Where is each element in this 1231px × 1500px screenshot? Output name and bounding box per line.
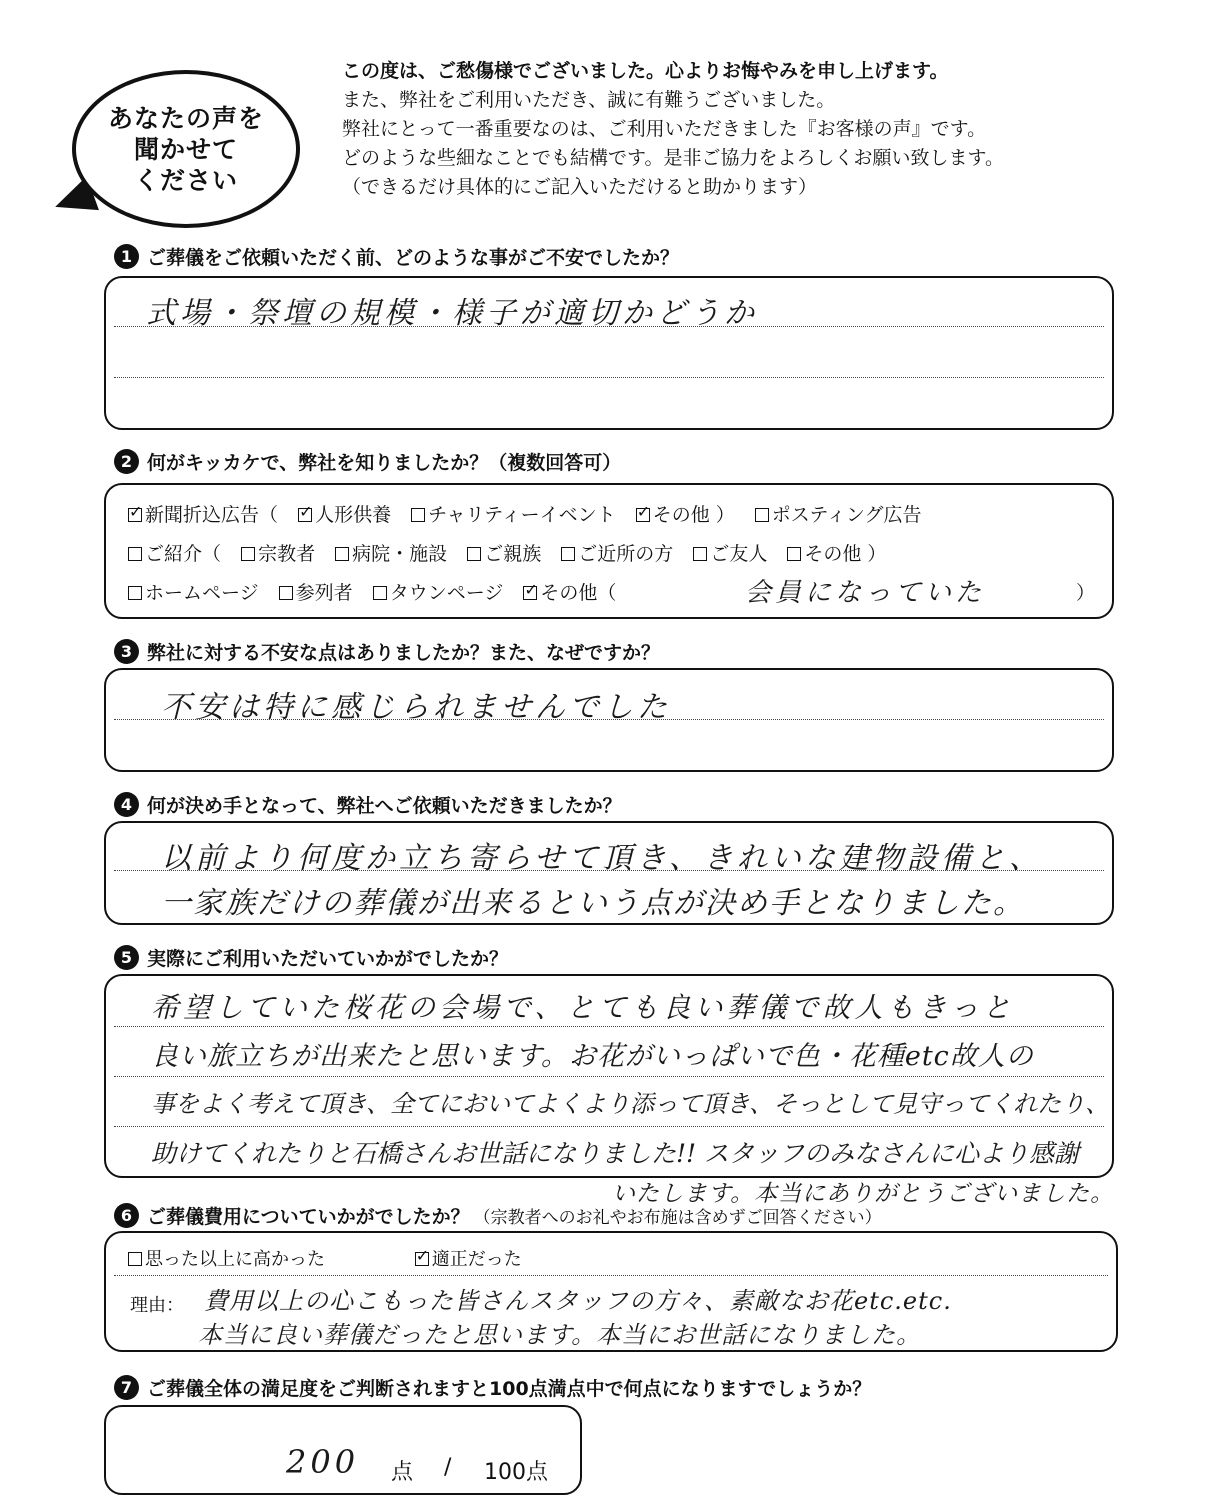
q1-answer: 式場・祭壇の規模・様子が適切かどうか [146,296,758,331]
option-posting-ad[interactable]: ポスティング広告 [755,500,922,527]
checkbox-icon[interactable] [128,508,142,522]
q5-answer-line-3: 事をよく考えて頂き、全てにおいてよくより添って頂き、そっとして見守ってくれたり、 [151,1090,1110,1118]
option-expensive[interactable]: 思った以上に高かった [128,1245,325,1271]
checkbox-icon[interactable] [755,508,769,522]
q2-row-2 [128,539,900,566]
q1-text: ご葬儀をご依頼いただく前、どのような事がご不安でしたか？ [147,247,680,269]
q6-note: （宗教者へのお礼やお布施は含めずご回答ください） [473,1208,882,1228]
q5-number: 5 [114,945,139,970]
q2-title [114,448,621,475]
checkbox-icon[interactable] [693,547,707,561]
option-friends[interactable]: ご友人 [693,539,767,566]
checkbox-icon[interactable] [128,586,142,600]
q2-text: 何がキッカケで、弊社を知りましたか？（複数回答可） [147,452,622,474]
ruled-line [114,719,1104,720]
q7-slash: / [444,1455,452,1480]
q5-text: 実際にご利用いただいていかがでしたか？ [147,948,509,970]
voice-bubble [52,70,302,240]
option-other-1[interactable]: ✓ その他 ） [636,500,735,527]
q5-answer-box[interactable] [104,974,1114,1178]
checkbox-icon[interactable] [467,547,481,561]
intro-line-1: この度は、ご愁傷様でございました。心よりお悔やみを申し上げます。 [342,60,949,82]
q7-unit: 点 [391,1460,414,1485]
q3-title [114,638,660,665]
option-referral[interactable]: ご紹介（ [128,539,221,566]
checkbox-icon[interactable] [373,586,387,600]
intro-line-5: （できるだけ具体的にご記入いただけると助かります） [342,176,818,198]
ruled-line [114,1275,1108,1276]
checkbox-icon[interactable] [128,547,142,561]
checkbox-icon[interactable] [561,547,575,561]
ruled-line [114,377,1104,378]
checkbox-icon[interactable] [298,508,312,522]
q4-answer-box[interactable] [104,821,1114,925]
checkbox-icon[interactable] [636,508,650,522]
q6-text: ご葬儀費用についていかがでしたか？ [147,1206,470,1228]
option-hospital[interactable]: 病院・施設 [335,539,447,566]
option-other-2[interactable]: その他 ） [787,539,886,566]
checkbox-icon[interactable] [523,586,537,600]
q3-text: 弊社に対する不安な点はありましたか？また、なぜですか？ [147,642,661,664]
q4-text: 何が決め手となって、弊社へご依頼いただきましたか？ [147,795,622,817]
q6-title [114,1202,882,1229]
q6-number: 6 [114,1203,139,1228]
checkbox-icon[interactable] [411,508,425,522]
q7-max: 100点 [484,1460,548,1485]
q5-title [114,944,508,971]
checkbox-icon[interactable] [415,1252,429,1266]
ruled-line [114,1076,1104,1077]
q4-answer-line-2: 一家族だけの葬儀が出来るという点が決め手となりました。 [161,886,1025,921]
checkbox-icon[interactable] [787,547,801,561]
q2-number: 2 [114,449,139,474]
ruled-line [114,870,1104,871]
intro-line-2: また、弊社をご利用いただき、誠に有難うございました。 [342,89,836,111]
q7-score: 200 [286,1443,360,1481]
q7-number: 7 [114,1375,139,1400]
checkbox-icon[interactable] [279,586,293,600]
q5-answer-line-5: いたします。本当にありがとうございました。 [612,1181,1115,1207]
q7-score-box[interactable] [104,1405,582,1495]
bubble-line-3: ください [133,165,238,195]
ruled-line [114,1026,1104,1027]
q1-title [114,243,679,270]
q7-text: ご葬儀全体の満足度をご判断されますと100点満点中で何点になりますでしょうか？ [147,1378,872,1400]
option-appropriate[interactable]: ✓ 適正だった [415,1245,522,1271]
q3-answer-box[interactable] [104,668,1114,772]
bubble-line-1: あなたの声を [107,103,264,133]
q1-answer-box[interactable] [104,276,1114,430]
q3-number: 3 [114,639,139,664]
bubble-line-2: 聞かせて [133,134,238,164]
q2-row-1 [128,500,936,527]
q6-options [128,1245,536,1271]
checkbox-icon[interactable] [335,547,349,561]
q2-close-paren: ） [1076,582,1096,604]
q6-reason-line-2: 本当に良い葬儀だったと思います。本当にお世話になりました。 [198,1321,922,1349]
q3-answer: 不安は特に感じられませんでした [161,690,671,725]
ruled-line [114,326,1104,327]
checkbox-icon[interactable] [241,547,255,561]
q6-answer-box [104,1231,1118,1352]
option-newspaper[interactable]: ✓新聞折込広告（ [128,500,278,527]
q5-answer-line-1: 希望していた桜花の会場で、とても良い葬儀で故人もきっと [151,991,1015,1024]
q5-answer-line-2: 良い旅立ちが出来たと思います。お花がいっぱいで色・花種etc故人の [151,1041,1034,1072]
option-neighbors[interactable]: ご近所の方 [561,539,673,566]
intro-line-4: どのような些細なことでも結構です。是非ご協力をよろしくお願い致します。 [342,147,1004,169]
option-homepage[interactable]: ホームページ [128,578,259,605]
q5-answer-line-4: 助けてくれたりと石橋さんお世話になりました!! スタッフのみなさんに心より感謝 [151,1139,1080,1168]
option-relatives[interactable]: ご親族 [467,539,541,566]
option-religious[interactable]: 宗教者 [241,539,315,566]
intro-line-3: 弊社にとって一番重要なのは、ご利用いただきました『お客様の声』です。 [342,118,987,140]
ruled-line [114,1126,1104,1127]
bubble-body [72,70,300,228]
q7-title [114,1374,871,1401]
q4-title [114,791,622,818]
q6-reason-label: 理由： [130,1295,184,1316]
q4-answer-line-1: 以前より何度か立ち寄らせて頂き、きれいな建物設備と、 [161,841,1043,876]
option-doll-memorial[interactable]: ✓ 人形供養 [298,500,391,527]
q6-reason-line-1: 費用以上の心こもった皆さんスタッフの方々、素敵なお花etc.etc. [204,1287,952,1315]
q1-number: 1 [114,244,139,269]
checkbox-icon[interactable] [128,1252,142,1266]
option-attendee[interactable]: 参列者 [279,578,353,605]
intro-text [342,57,1004,202]
option-charity-event[interactable]: チャリティーイベント [411,500,616,527]
option-townpage[interactable]: タウンページ [373,578,504,605]
q2-other-answer: 会員になっていた [745,578,986,608]
q4-number: 4 [114,792,139,817]
option-other-3[interactable]: ✓ その他（ [523,578,616,605]
q2-row-3 [128,578,630,605]
